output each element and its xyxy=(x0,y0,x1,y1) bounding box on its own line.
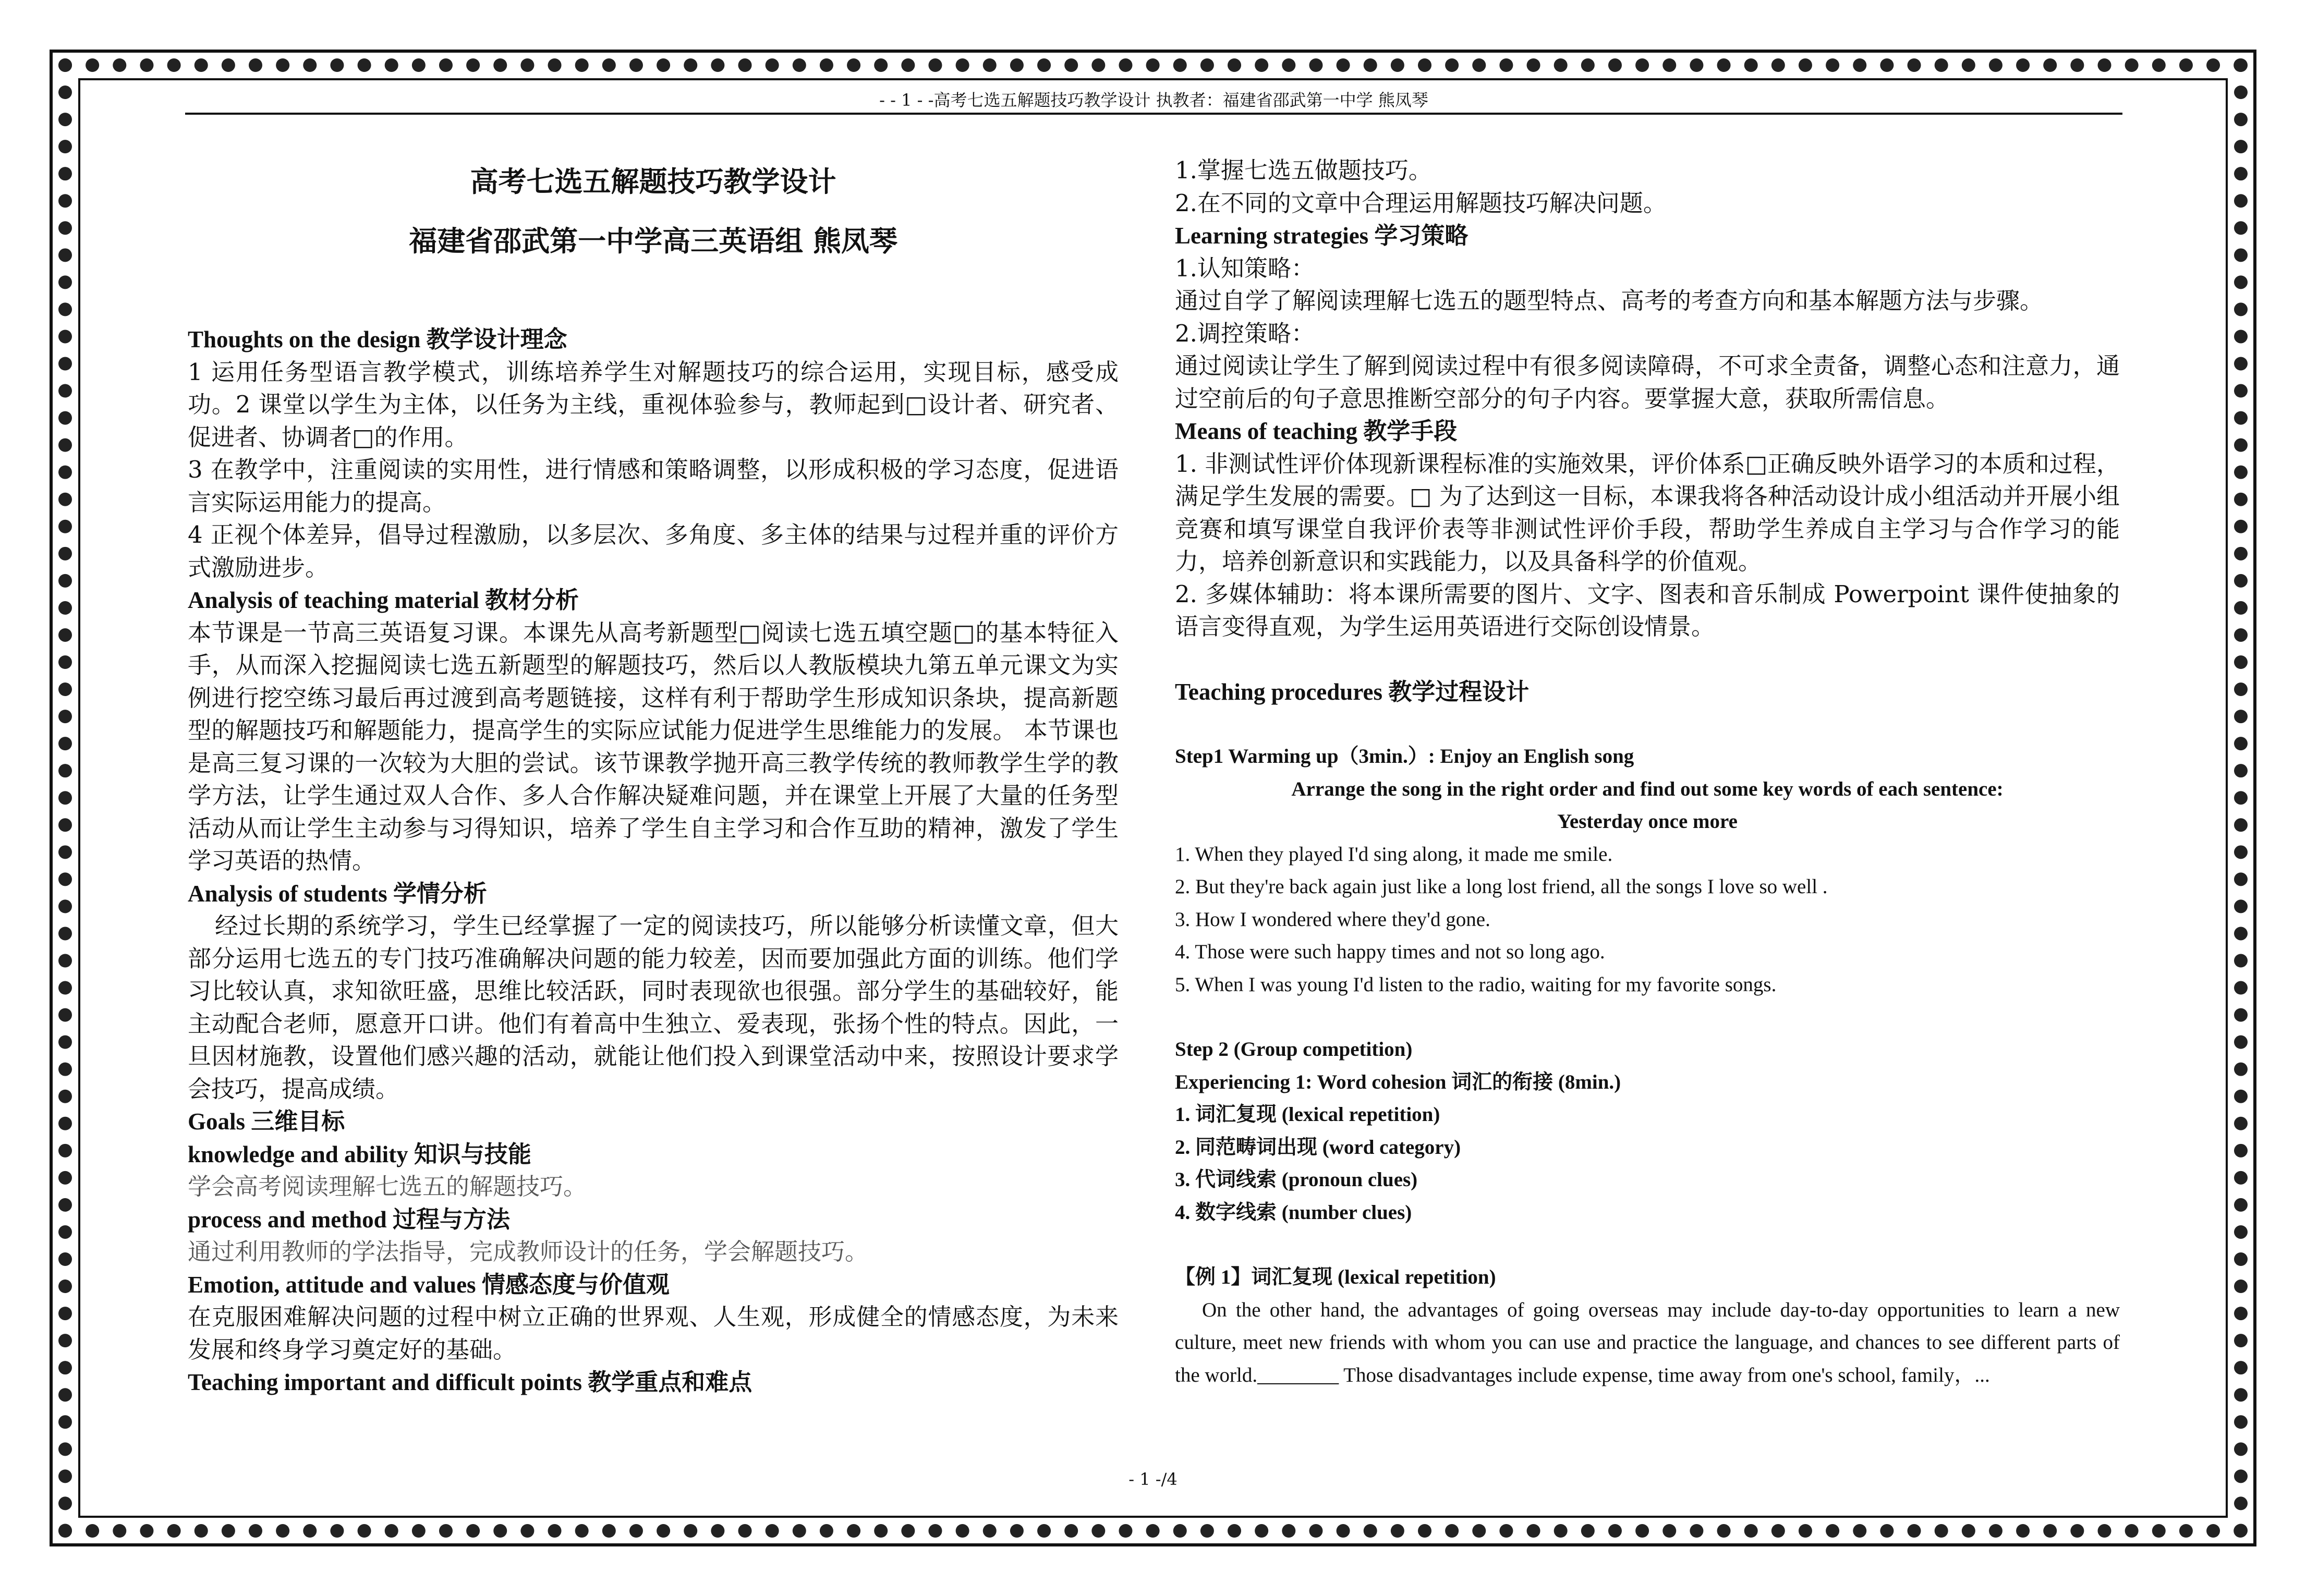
step2-heading: Step 2 (Group competition) xyxy=(1175,1038,1413,1061)
document-author: 福建省邵武第一中学高三英语组 熊凤琴 xyxy=(409,224,897,258)
song-title: Yesterday once more xyxy=(1557,810,1738,833)
cognitive-strategy-label: 1.认知策略： xyxy=(1175,254,1315,282)
knowledge-ability-text: 学会高考阅读理解七选五的解题技巧。 xyxy=(188,1173,587,1200)
emotion-values-heading: Emotion, attitude and values 情感态度与价值观 xyxy=(188,1271,670,1298)
knowledge-ability-heading: knowledge and ability 知识与技能 xyxy=(188,1141,531,1167)
students-heading: Analysis of students 学情分析 xyxy=(188,880,487,907)
control-strategy-text: 通过阅读让学生了解到阅读过程中有很多阅读障碍，不可求全责备，调整心态和注意力，通过空前后的句子意思推断空部分的句子内容。要掌握大意，获取所需信息。 xyxy=(1175,352,2120,412)
example-1-heading: 【例 1】词汇复现 (lexical repetition) xyxy=(1175,1266,1496,1288)
students-paragraph: 经过长期的系统学习，学生已经掌握了一定的阅读技巧，所以能够分析读懂文章，但大部分运用七选五的专门技巧准确解决问题的能力较差，因而要加强此方面的训练。他们学习比较认真，求知欲旺盛，思维比较活跃，同时表现欲也很强。部分学生的基础较好，能主动配合老师，愿意开口讲。他们有着高中生独立、爱表现，张扬个性的特点。因此，一旦因材施教，设置他们感兴趣的活动，就能让他们投入到课堂活动中来，按照设计要求学会技巧，提高成绩。 xyxy=(188,912,1119,1103)
control-strategy-label: 2.调控策略： xyxy=(1175,319,1315,347)
thoughts-heading: Thoughts on the design 教学设计理念 xyxy=(188,326,567,352)
emotion-values-text: 在克服困难解决问题的过程中树立正确的世界观、人生观，形成健全的情感态度，为未来发展和终身学习奠定好的基础。 xyxy=(188,1303,1119,1363)
key-point-1: 1.掌握七选五做题技巧。 xyxy=(1175,156,1432,184)
page-number: - 1 -/4 xyxy=(1128,1469,1178,1489)
cohesion-item: 2. 同范畴词出现 (word category) xyxy=(1175,1136,1461,1159)
process-method-text: 通过利用教师的学法指导，完成教师设计的任务，学会解题技巧。 xyxy=(188,1238,869,1265)
running-header: - - 1 - -高考七选五解题技巧教学设计 执教者：福建省邵武第一中学 熊凤琴 xyxy=(185,88,2122,115)
strategies-heading: Learning strategies 学习策略 xyxy=(1175,223,1468,249)
right-column xyxy=(1175,154,2120,1392)
goals-heading: Goals 三维目标 xyxy=(188,1108,345,1135)
thoughts-paragraph-3: 3 在教学中，注重阅读的实用性，进行情感和策略调整，以形成积极的学习态度，促进语言实际运用能力的提高。 xyxy=(188,456,1119,516)
cohesion-item: 3. 代词线索 (pronoun clues) xyxy=(1175,1168,1418,1191)
left-column xyxy=(188,154,1119,1399)
means-heading: Means of teaching 教学手段 xyxy=(1175,418,1458,444)
key-point-2: 2.在不同的文章中合理运用解题技巧解决问题。 xyxy=(1175,189,1667,217)
material-paragraph: 本节课是一节高三英语复习课。本课先从高考新题型□阅读七选五填空题□的基本特征入手，从而深入挖掘阅读七选五新题型的解题技巧，然后以人教版模块九第五单元课文为实例进行挖空练习最后再过渡到高考题链接，这样有利于帮助学生形成知识条块，提高新题型的解题技巧和解题能力，提高学生的实际应试能力促进学生思维能力的发展。 本节课也是高三复习课的一次较为大胆的尝试。该节课教学抛开高三教学传统的教师教学生学的教学方法，让学生通过双人合作、多人合作解决疑难问题，并在课堂上开展了大量的任务型活动从而让学生主动参与习得知识，培养了学生自主学习和合作互助的精神，激发了学生学习英语的热情。 xyxy=(188,618,1119,874)
process-method-heading: process and method 过程与方法 xyxy=(188,1206,510,1233)
song-line: 3. How I wondered where they'd gone. xyxy=(1175,908,1490,931)
song-line: 4. Those were such happy times and not so long ago. xyxy=(1175,941,1605,963)
cohesion-item: 4. 数字线索 (number clues) xyxy=(1175,1201,1412,1224)
step1-heading: Step1 Warming up（3min.）: Enjoy an English song xyxy=(1175,745,1634,767)
cohesion-item: 1. 词汇复现 (lexical repetition) xyxy=(1175,1103,1440,1126)
important-points-heading: Teaching important and difficult points 教学重点和难点 xyxy=(188,1369,753,1395)
means-item-2: 2. 多媒体辅助：将本课所需要的图片、文字、图表和音乐制成 Powerpoint 课件使抽象的语言变得直观，为学生运用英语进行交际创设情景。 xyxy=(1175,580,2120,640)
procedures-heading: Teaching procedures 教学过程设计 xyxy=(1175,678,1530,705)
thoughts-paragraph-4: 4 正视个体差异，倡导过程激励，以多层次、多角度、多主体的结果与过程并重的评价方式激励进步。 xyxy=(188,521,1119,581)
thoughts-paragraph-1: 1 运用任务型语言教学模式，训练培养学生对解题技巧的综合运用，实现目标，感受成功。2 课堂以学生为主体，以任务为主线，重视体验参与，教师起到□设计者、研究者、促进者、协调者□的作用。 xyxy=(188,358,1119,451)
song-instruction: Arrange the song in the right order and find out some key words of each sentence: xyxy=(1291,777,2004,800)
cognitive-strategy-text: 通过自学了解阅读理解七选五的题型特点、高考的考查方向和基本解题方法与步骤。 xyxy=(1175,287,2044,314)
document-title: 高考七选五解题技巧教学设计 xyxy=(470,165,836,198)
song-line: 1. When they played I'd sing along, it made me smile. xyxy=(1175,843,1613,866)
means-item-1: 1. 非测试性评价体现新课程标准的实施效果，评价体系□正确反映外语学习的本质和过程，满足学生发展的需要。□ 为了达到这一目标，本课我将各种活动设计成小组活动并开展小组竞赛和填写课堂自我评价表等非测试性评价手段，帮助学生养成自主学习与合作学习的能力，培养创新意识和实践能力，以及具备科学的价值观。 xyxy=(1175,449,2120,575)
material-heading: Analysis of teaching material 教材分析 xyxy=(188,587,579,613)
experiencing-1-heading: Experiencing 1: Word cohesion 词汇的衔接 (8min.) xyxy=(1175,1070,1621,1093)
song-line: 5. When I was young I'd listen to the radio, waiting for my favorite songs. xyxy=(1175,973,1777,996)
example-1-text: On the other hand, the advantages of going overseas may include day-to-day opportunities to learn a new culture, meet new friends with whom you can use and practice the language, and chances to see different parts of the world.________ Those disadvantages include expense, time away from one's school, family，... xyxy=(1175,1298,2120,1386)
song-line: 2. But they're back again just like a long lost friend, all the songs I love so well . xyxy=(1175,875,1828,898)
